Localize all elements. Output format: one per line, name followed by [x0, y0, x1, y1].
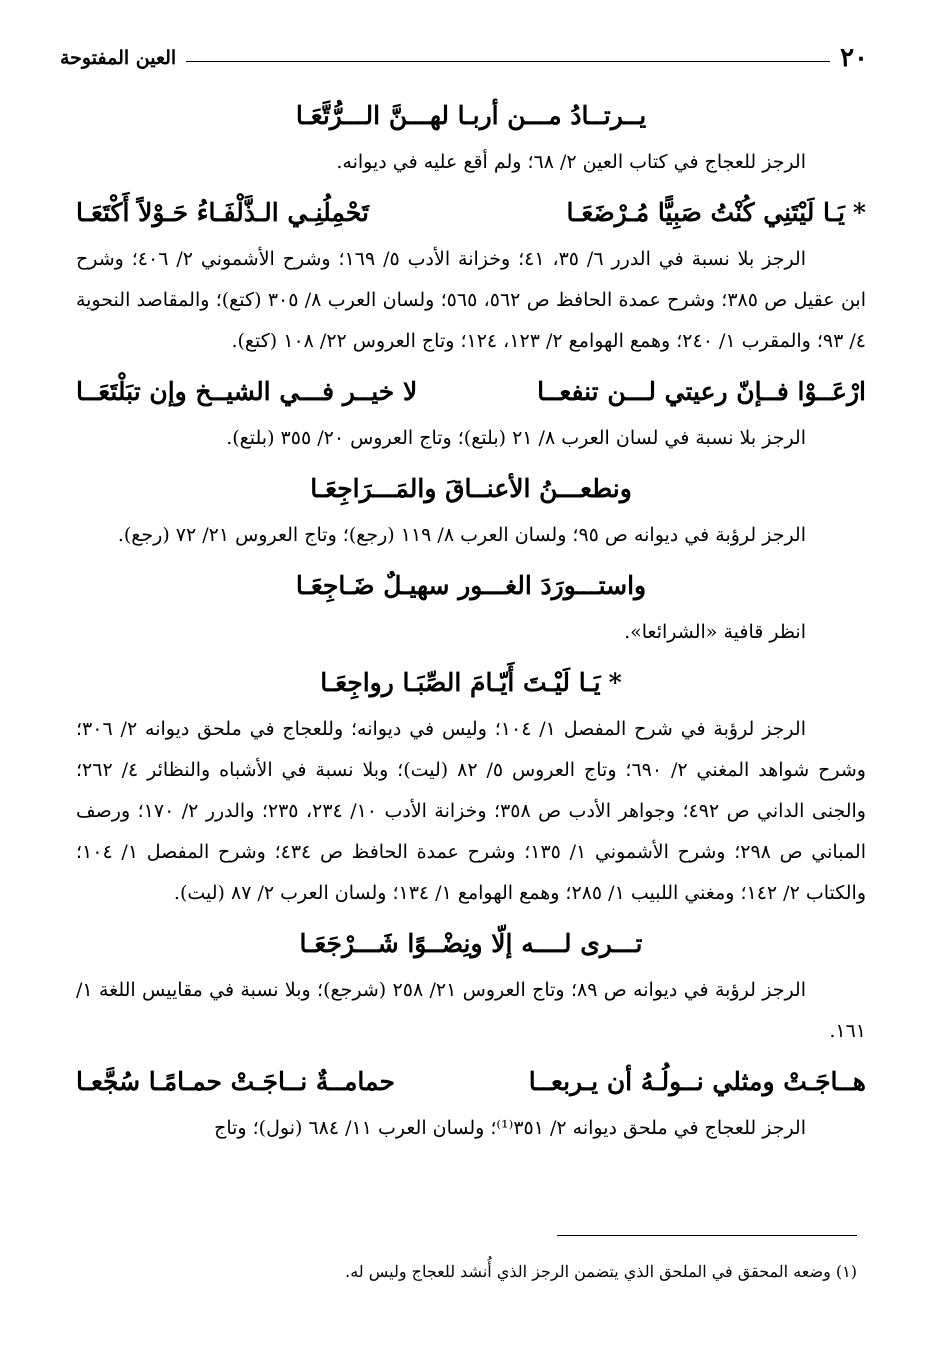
- verse-line: [76, 465, 866, 513]
- verse-line: [76, 562, 866, 610]
- cross-reference-note: انظر قافية «الشرائعا».: [624, 621, 806, 643]
- source-note: الرجز لرؤبة في شرح المفصل ١/ ١٠٤؛ وليس في ديوانه؛ وللعجاج في ملحق ديوانه ٢/ ٣٠٦؛ وشرح شواهد المغني ٢/ ٦٩٠؛ وتاج العروس ٥/ ٨٢ (ليت)؛ وبلا نسبة في الأشباه والنظائر ٤/ ٢٦٢؛ والجنى الداني ص ٤٩٢؛ وجواهر الأدب ص ٣٥٨؛ وخزانة الأدب ١٠/ ٢٣٤، ٢٣٥؛ والدرر ٢/ ١٧٠؛ ورصف المباني ص ٢٩٨؛ وشرح الأشموني ١/ ١٣٥؛ وشرح عمدة الحافظ ص ٤٣٤؛ وشرح المفصل ١/ ١٠٤؛ والكتاب ٢/ ١٤٢؛ ومغني اللبيب ١/ ٢٨٥؛ وهمع الهوامع ١/ ١٣٤؛ ولسان العرب ٢/ ٨٧ (ليت).: [76, 718, 866, 904]
- verse-line: [76, 1058, 866, 1106]
- verse-hemistich-left: حمامــةٌ نــاجَـتْ حمـامًـا سُجَّعـا: [76, 1067, 395, 1096]
- source-note: الرجز بلا نسبة في لسان العرب ٨/ ٢١ (بلتع)؛ وتاج العروس ٢٠/ ٣٥٥ (بلتع).: [226, 427, 806, 449]
- verse-line: [76, 920, 866, 968]
- verse-hemistich-right: ارْعَــوْا فــإنّ رعيتي لـــن تنفعــا: [537, 377, 866, 406]
- source-note: الرجز للعجاج في ملحق ديوانه ٢/ ٣٥١⁽¹⁾؛ ولسان العرب ١١/ ٦٨٤ (نول)؛ وتاج: [214, 1117, 806, 1139]
- verse-text: يــرتــادُ مـــن أربـا لهـــنَّ الـــرُّتَّعَـا: [295, 101, 647, 130]
- verse-hemistich-right: [566, 189, 866, 237]
- verse-hemistich-left: تَحْمِلُنِـي الـذَّلْفَـاءُ حَـوْلاً أَكْتَعَـا: [76, 198, 369, 227]
- running-title: العين المفتوحة: [60, 47, 177, 69]
- verse-line: [76, 189, 866, 237]
- page-header: [60, 38, 868, 78]
- page-number: ٢٠: [840, 43, 868, 73]
- verse-hemistich-left: لا خيــر فـــي الشيــخ وإن تبَلْتَعَــا: [76, 377, 418, 406]
- source-note: الرجز للعجاج في كتاب العين ٢/ ٦٨؛ ولم أقع عليه في ديوانه.: [336, 151, 806, 173]
- star-marker: *: [852, 198, 866, 227]
- verse-text: ونطعـــنُ الأعنــاقَ والمَـــرَاجِعَـا: [310, 474, 632, 503]
- verse-line: [76, 92, 866, 140]
- verse-text: يَـا لَيْـتَ أَيّـامَ الصِّبَـا رواجِعَـا: [320, 668, 601, 697]
- source-note: الرجز لرؤبة في ديوانه ص ٨٩؛ وتاج العروس ٢١/ ٢٥٨ (شرجع)؛ وبلا نسبة في مقاييس اللغة ١/ ١٦١.: [76, 979, 866, 1042]
- verse-text: واستـــورَدَ الغـــور سهيـلٌ ضَـاجِعَـا: [295, 571, 647, 600]
- verse-line: [76, 659, 866, 707]
- star-marker: *: [608, 668, 622, 697]
- verse-text: يَـا لَيْتَنِي كُنْتُ صَبِيًّا مُـرْضَعَـا: [566, 198, 845, 227]
- header-rule: [186, 61, 830, 62]
- page-body: [76, 92, 866, 1155]
- footnote-separator: [557, 1235, 857, 1236]
- verse-hemistich-right: هــاجَـتْ ومثلي نــولُـهُ أن يـربعــا: [528, 1067, 866, 1096]
- source-note: الرجز بلا نسبة في الدرر ٦/ ٣٥، ٤١؛ وخزانة الأدب ٥/ ١٦٩؛ وشرح الأشموني ٢/ ٤٠٦؛ وشرح ابن عقيل ص ٣٨٥؛ وشرح عمدة الحافظ ص ٥٦٢، ٥٦٥؛ ولسان العرب ٨/ ٣٠٥ (كتع)؛ والمقاصد النحوية ٤/ ٩٣؛ والمقرب ١/ ٢٤٠؛ وهمع الهوامع ٢/ ١٢٣، ١٢٤؛ وتاج العروس ٢٢/ ١٠٨ (كتع).: [76, 248, 866, 352]
- verse-line: [76, 368, 866, 416]
- source-note: الرجز لرؤبة في ديوانه ص ٩٥؛ ولسان العرب ٨/ ١١٩ (رجع)؛ وتاج العروس ٢١/ ٧٢ (رجع).: [117, 524, 806, 546]
- verse-text: تـــرى لــــه إلّا ونِضْــوًا شَـــرْجَعَـا: [299, 929, 643, 958]
- footnote: (١) وضعه المحقق في الملحق الذي يتضمن الرجز الذي أُنشد للعجاج وليس له.: [345, 1262, 857, 1281]
